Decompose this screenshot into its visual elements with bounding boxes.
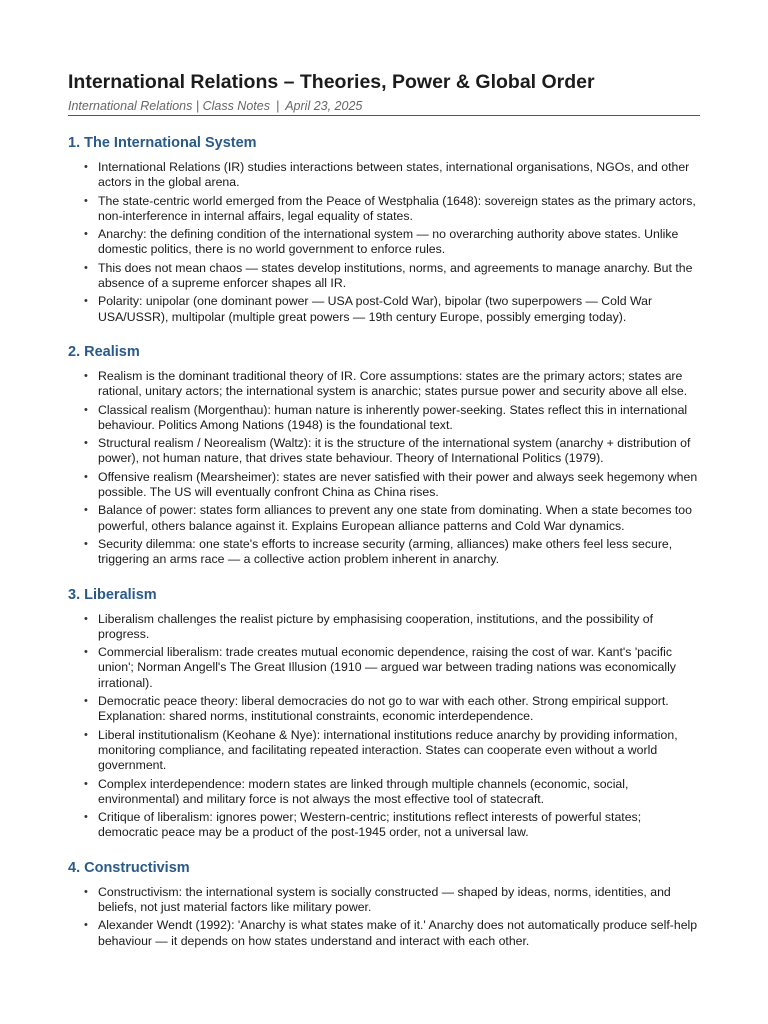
document-meta xyxy=(68,99,700,116)
meta-separator: | xyxy=(275,99,280,113)
list-item: • This does not mean chaos — states develop institutions, norms, and agreements to manage anarchy. But the absence of a supreme enforcer shapes all IR. xyxy=(68,261,700,292)
list-item: • Structural realism / Neorealism (Waltz): it is the structure of the international system (anarchy + distribution of power), not human nature, that drives state behaviour. Theory of International Politics (1979). xyxy=(68,436,700,467)
list-item: • Complex interdependence: modern states are linked through multiple channels (economic, social, environmental) and military force is not always the most effective tool of statecraft. xyxy=(68,777,700,808)
list-item: • Liberalism challenges the realist picture by emphasising cooperation, institutions, and the possibility of progress. xyxy=(68,612,700,643)
list-item: • Anarchy: the defining condition of the international system — no overarching authority above states. Unlike domestic politics, there is no world government to enforce rules. xyxy=(68,227,700,258)
list-item: • Balance of power: states form alliances to prevent any one state from dominating. When a state becomes too powerful, others balance against it. Explains European alliance patterns and Cold War dynamics. xyxy=(68,503,700,534)
bullet-list xyxy=(68,160,700,325)
section-title: 1. The International System xyxy=(68,135,257,151)
list-item: • Constructivism: the international system is socially constructed — shaped by ideas, norms, identities, and beliefs, not just material factors like military power. xyxy=(68,885,700,916)
list-item: • Commercial liberalism: trade creates mutual economic dependence, raising the cost of war. Kant's 'pacific union'; Norman Angell's The Great Illusion (1910 — argued war between trading nations was economically irrational). xyxy=(68,645,700,691)
list-item: • Security dilemma: one state's efforts to increase security (arming, alliances) make others feel less secure, triggering an arms race — a collective action problem inherent in anarchy. xyxy=(68,537,700,568)
list-item: • The state-centric world emerged from the Peace of Westphalia (1648): sovereign states as the primary actors, non-interference in internal affairs, legal equality of states. xyxy=(68,194,700,225)
bullet-list xyxy=(68,369,700,568)
section-title: 3. Liberalism xyxy=(68,586,157,603)
section-liberalism xyxy=(68,586,700,841)
bullet-list xyxy=(68,612,700,841)
meta-subject: International Relations | Class Notes xyxy=(68,99,270,113)
list-item: • Classical realism (Morgenthau): human nature is inherently power-seeking. States reflect this in international behaviour. Politics Among Nations (1948) is the foundational text. xyxy=(68,403,700,434)
list-item: • Offensive realism (Mearsheimer): states are never satisfied with their power and always seek hegemony when possible. The US will eventually confront China as China rises. xyxy=(68,470,700,501)
section-international-system xyxy=(68,134,700,325)
section-realism xyxy=(68,343,700,568)
list-item: • Liberal institutionalism (Keohane & Nye): international institutions reduce anarchy by providing information, monitoring compliance, and facilitating repeated interaction. States can cooperate even without a world government. xyxy=(68,728,700,774)
section-constructivism xyxy=(68,859,700,949)
meta-date: April 23, 2025 xyxy=(285,99,363,113)
section-title: 4. Constructivism xyxy=(68,859,190,876)
list-item: • Democratic peace theory: liberal democracies do not go to war with each other. Strong empirical support. Explanation: shared norms, institutional constraints, economic interdependence. xyxy=(68,694,700,725)
list-item: • Alexander Wendt (1992): 'Anarchy is what states make of it.' Anarchy does not automatically produce self-help behaviour — it depends on how states understand and interact with each other. xyxy=(68,918,700,949)
list-item: • Polarity: unipolar (one dominant power — USA post-Cold War), bipolar (two superpowers — Cold War USA/USSR), multipolar (multiple great powers — 19th century Europe, possibly emerging today). xyxy=(68,294,700,325)
bullet-list xyxy=(68,885,700,949)
list-item: • Realism is the dominant traditional theory of IR. Core assumptions: states are the primary actors; states are rational, unitary actors; the international system is anarchic; states pursue power and security above all else. xyxy=(68,369,700,400)
section-title: 2. Realism xyxy=(68,343,140,360)
document-title: International Relations – Theories, Power & Global Order xyxy=(68,71,595,93)
list-item: • Critique of liberalism: ignores power; Western-centric; institutions reflect interests of powerful states; democratic peace may be a product of the post-1945 order, not a universal law. xyxy=(68,810,700,841)
list-item: • International Relations (IR) studies interactions between states, international organisations, NGOs, and other actors in the global arena. xyxy=(68,160,700,191)
